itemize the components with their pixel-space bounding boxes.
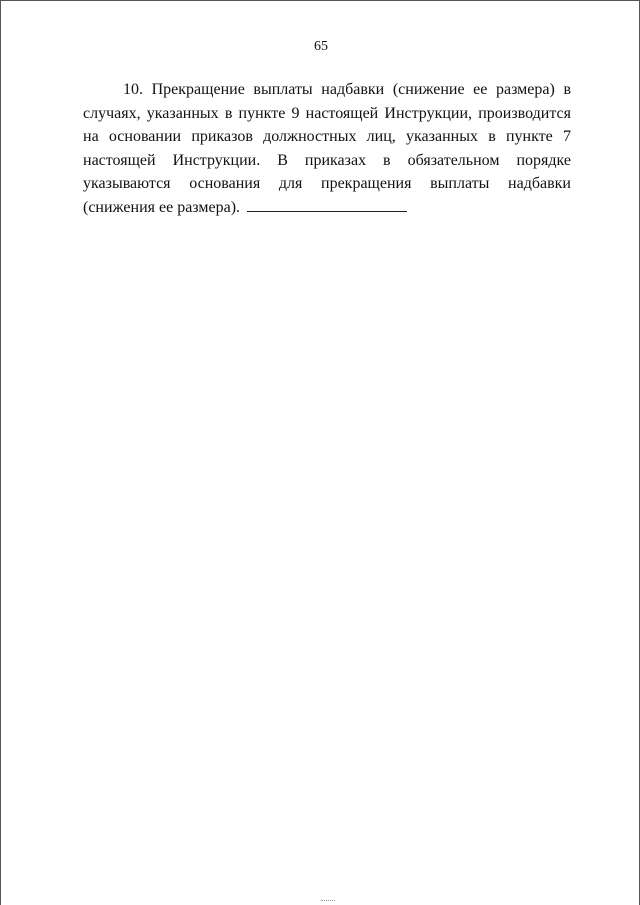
closing-divider [247,211,407,212]
page-number: 65 [314,39,328,54]
scan-artifact [321,900,335,901]
paragraph-10: 10. Прекращение выплаты надбавки (снижение ее размера) в случаях, указанных в пункте 9 настоящей Инструкции, производится на основании приказов должностных лиц, указанных в пункте 7 настоящей Инструкции. В приказах в обязательном порядке указываются основания для прекращения выплаты надбавки (снижения ее размера). [83,81,571,216]
body-text [83,78,571,219]
